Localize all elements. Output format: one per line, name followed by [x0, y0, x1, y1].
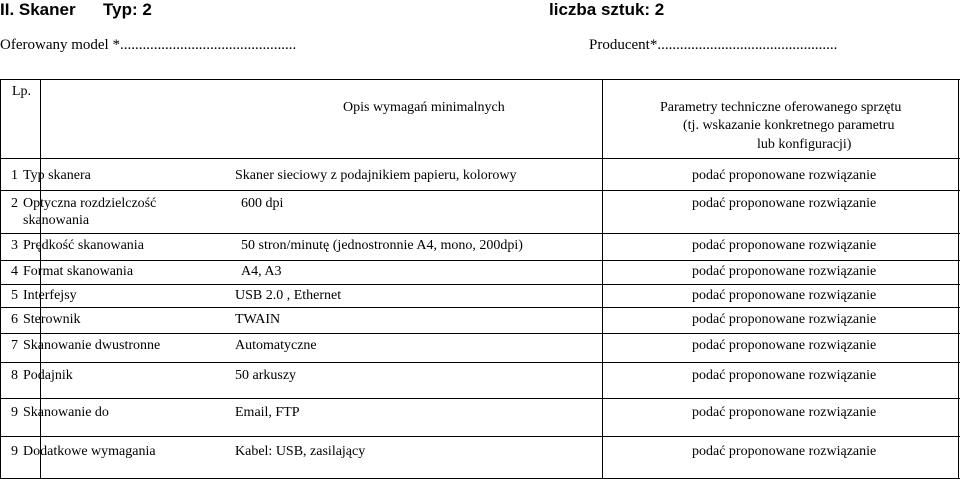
row-10-answer: podać proponowane rozwiązanie	[692, 444, 877, 459]
offered-model-field: Oferowany model *...............................................	[0, 37, 297, 53]
col-divider-params	[602, 79, 603, 479]
row-2-name-line2: skanowania	[23, 213, 90, 228]
row-3-name: Prędkość skanowania	[23, 238, 144, 253]
row-5-spec: USB 2.0 , Ethernet	[235, 288, 342, 303]
row-4-lp: 4	[11, 264, 18, 279]
col-header-lp: Lp.	[12, 84, 32, 99]
row-border	[0, 190, 960, 191]
row-4-spec: A4, A3	[241, 264, 282, 279]
row-8-name: Podajnik	[23, 368, 73, 383]
row-border	[0, 398, 960, 399]
row-9-answer: podać proponowane rozwiązanie	[692, 405, 877, 420]
row-3-spec: 50 stron/minutę (jednostronnie A4, mono, 200dpi)	[241, 238, 523, 253]
row-2-lp: 2	[11, 196, 18, 211]
row-5-answer: podać proponowane rozwiązanie	[692, 288, 877, 303]
row-5-lp: 5	[11, 288, 18, 303]
row-6-name: Sterownik	[23, 312, 81, 327]
col-header-params-line1: Parametry techniczne oferowanego sprzętu	[660, 100, 902, 115]
row-2-answer: podać proponowane rozwiązanie	[692, 196, 877, 211]
row-10-lp: 9	[11, 444, 18, 459]
row-6-answer: podać proponowane rozwiązanie	[692, 312, 877, 327]
row-6-lp: 6	[11, 312, 18, 327]
row-4-name: Format skanowania	[23, 264, 134, 279]
row-7-name: Skanowanie dwustronne	[23, 338, 161, 353]
table-top-border	[0, 79, 960, 80]
row-border	[0, 307, 960, 308]
col-header-params-line2: (tj. wskazanie konkretnego parametru	[683, 118, 895, 133]
section-title: II. Skaner	[0, 0, 76, 19]
row-4-answer: podać proponowane rozwiązanie	[692, 264, 877, 279]
row-1-name: Typ skanera	[23, 168, 91, 183]
row-border	[0, 284, 960, 285]
quantity-label: liczba sztuk: 2	[549, 0, 665, 19]
row-border	[0, 333, 960, 334]
row-9-name: Skanowanie do	[23, 405, 109, 420]
row-7-answer: podać proponowane rozwiązanie	[692, 338, 877, 353]
row-9-spec: Email, FTP	[235, 405, 300, 420]
table-right-border	[958, 79, 959, 479]
row-2-spec: 600 dpi	[241, 196, 284, 211]
table-left-border	[0, 79, 1, 479]
row-1-spec: Skaner sieciowy z podajnikiem papieru, kolorowy	[235, 168, 517, 183]
row-border	[0, 362, 960, 363]
row-border	[0, 233, 960, 234]
row-5-name: Interfejsy	[23, 288, 77, 303]
row-3-answer: podać proponowane rozwiązanie	[692, 238, 877, 253]
row-border	[0, 260, 960, 261]
row-9-lp: 9	[11, 405, 18, 420]
row-8-lp: 8	[11, 368, 18, 383]
producer-field: Producent*................................................	[589, 37, 838, 53]
row-1-lp: 1	[11, 168, 18, 183]
row-8-answer: podać proponowane rozwiązanie	[692, 368, 877, 383]
col-header-params-line3: lub konfiguracji)	[757, 137, 852, 152]
row-1-answer: podać proponowane rozwiązanie	[692, 168, 877, 183]
row-7-lp: 7	[11, 338, 18, 353]
row-3-lp: 3	[11, 238, 18, 253]
type-label: Typ: 2	[103, 0, 152, 19]
row-10-spec: Kabel: USB, zasilający	[235, 444, 366, 459]
row-10-name: Dodatkowe wymagania	[23, 444, 156, 459]
row-8-spec: 50 arkuszy	[235, 368, 297, 383]
row-border	[0, 436, 960, 437]
col-header-requirements: Opis wymagań minimalnych	[343, 100, 505, 115]
row-6-spec: TWAIN	[235, 312, 281, 327]
row-7-spec: Automatyczne	[235, 338, 317, 353]
header-row-border	[0, 158, 960, 159]
row-2-name: Optyczna rozdzielczość	[23, 196, 157, 211]
